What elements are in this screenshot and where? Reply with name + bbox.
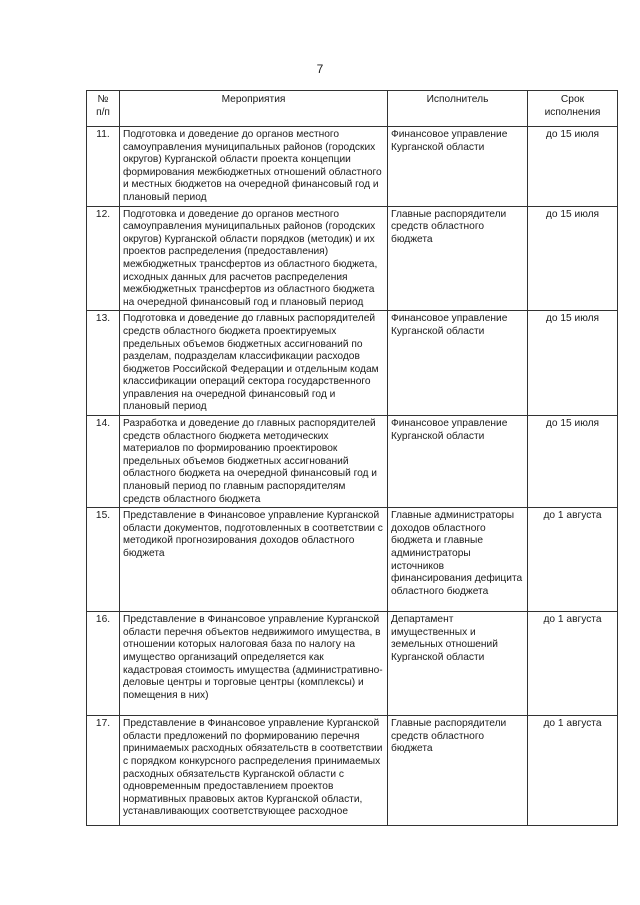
row-activity: Представление в Финансовое управление Курганской области предложений по формированию перечня принимаемых расходных обязательств в соответствии с порядком конкурсного распределения принимаемых расходных обязательств Курганской области с одновременным предоставлением проектов нормативных правовых актов Курганской области, устанавливающих соответствующее расходное <box>120 716 388 826</box>
row-executor: Финансовое управление Курганской области <box>388 416 528 508</box>
table-row <box>87 612 618 716</box>
row-activity: Разработка и доведение до главных распорядителей средств областного бюджета методических материалов по формированию проектировок предельных объемов бюджетных ассигнований областного бюджета на очередной финансовый год и плановый период по главным распорядителям средств областного бюджета <box>120 416 388 508</box>
row-activity: Представление в Финансовое управление Курганской области перечня объектов недвижимого имущества, в отношении которых налоговая база по налогу на имущество организаций определяется как кадастровая стоимость имущества (административно-деловые центры и торговые центры (комплексы) и помещения в них) <box>120 612 388 716</box>
row-activity: Подготовка и доведение до органов местного самоуправления муниципальных районов (городских округов) Курганской области проекта концепции формирования межбюджетных отношений областного и местных бюджетов на очередной финансовый год и плановый период <box>120 127 388 207</box>
row-term: до 15 июля <box>528 206 618 311</box>
row-executor: Главные распорядители средств областного бюджета <box>388 206 528 311</box>
row-term: до 15 июля <box>528 127 618 207</box>
row-executor: Главные распорядители средств областного бюджета <box>388 716 528 826</box>
table-row <box>87 127 618 207</box>
row-number: 12. <box>87 206 120 311</box>
row-activity: Подготовка и доведение до органов местного самоуправления муниципальных районов (городских округов) Курганской области порядков (методик) и их проектов распределения (предоставления) межбюджетных трансфертов из областного бюджета, исходных данных для расчетов распределения межбюджетных трансфертов из областного бюджета на очередной финансовый год и плановый период <box>120 206 388 311</box>
header-number: № п/п <box>87 91 120 127</box>
row-executor: Главные администраторы доходов областного бюджета и главные администраторы источников финансирования дефицита областного бюджета <box>388 508 528 612</box>
table-row <box>87 311 618 416</box>
row-number: 16. <box>87 612 120 716</box>
table-header-row <box>87 91 618 127</box>
row-activity: Представление в Финансовое управление Курганской области документов, подготовленных в соответствии с методикой прогнозирования доходов областного бюджета <box>120 508 388 612</box>
header-term: Срок исполнения <box>528 91 618 127</box>
row-executor: Департамент имущественных и земельных отношений Курганской области <box>388 612 528 716</box>
row-number: 17. <box>87 716 120 826</box>
header-executor: Исполнитель <box>388 91 528 127</box>
page-number: 7 <box>316 62 324 76</box>
row-number: 13. <box>87 311 120 416</box>
row-term: до 15 июля <box>528 416 618 508</box>
row-number: 15. <box>87 508 120 612</box>
row-number: 14. <box>87 416 120 508</box>
table-row <box>87 716 618 826</box>
row-executor: Финансовое управление Курганской области <box>388 127 528 207</box>
row-activity: Подготовка и доведение до главных распорядителей средств областного бюджета проектируемых предельных объемов бюджетных ассигнований по разделам, подразделам классификации расходов бюджетов Российской Федерации и отдельным кодам классификации операций сектора государственного управления на очередной финансовый год и плановый период <box>120 311 388 416</box>
header-activity: Мероприятия <box>120 91 388 127</box>
table-row <box>87 206 618 311</box>
row-number: 11. <box>87 127 120 207</box>
row-executor: Финансовое управление Курганской области <box>388 311 528 416</box>
schedule-table <box>86 90 618 826</box>
row-term: до 1 августа <box>528 508 618 612</box>
row-term: до 15 июля <box>528 311 618 416</box>
row-term: до 1 августа <box>528 716 618 826</box>
table-row <box>87 508 618 612</box>
table-row <box>87 416 618 508</box>
row-term: до 1 августа <box>528 612 618 716</box>
